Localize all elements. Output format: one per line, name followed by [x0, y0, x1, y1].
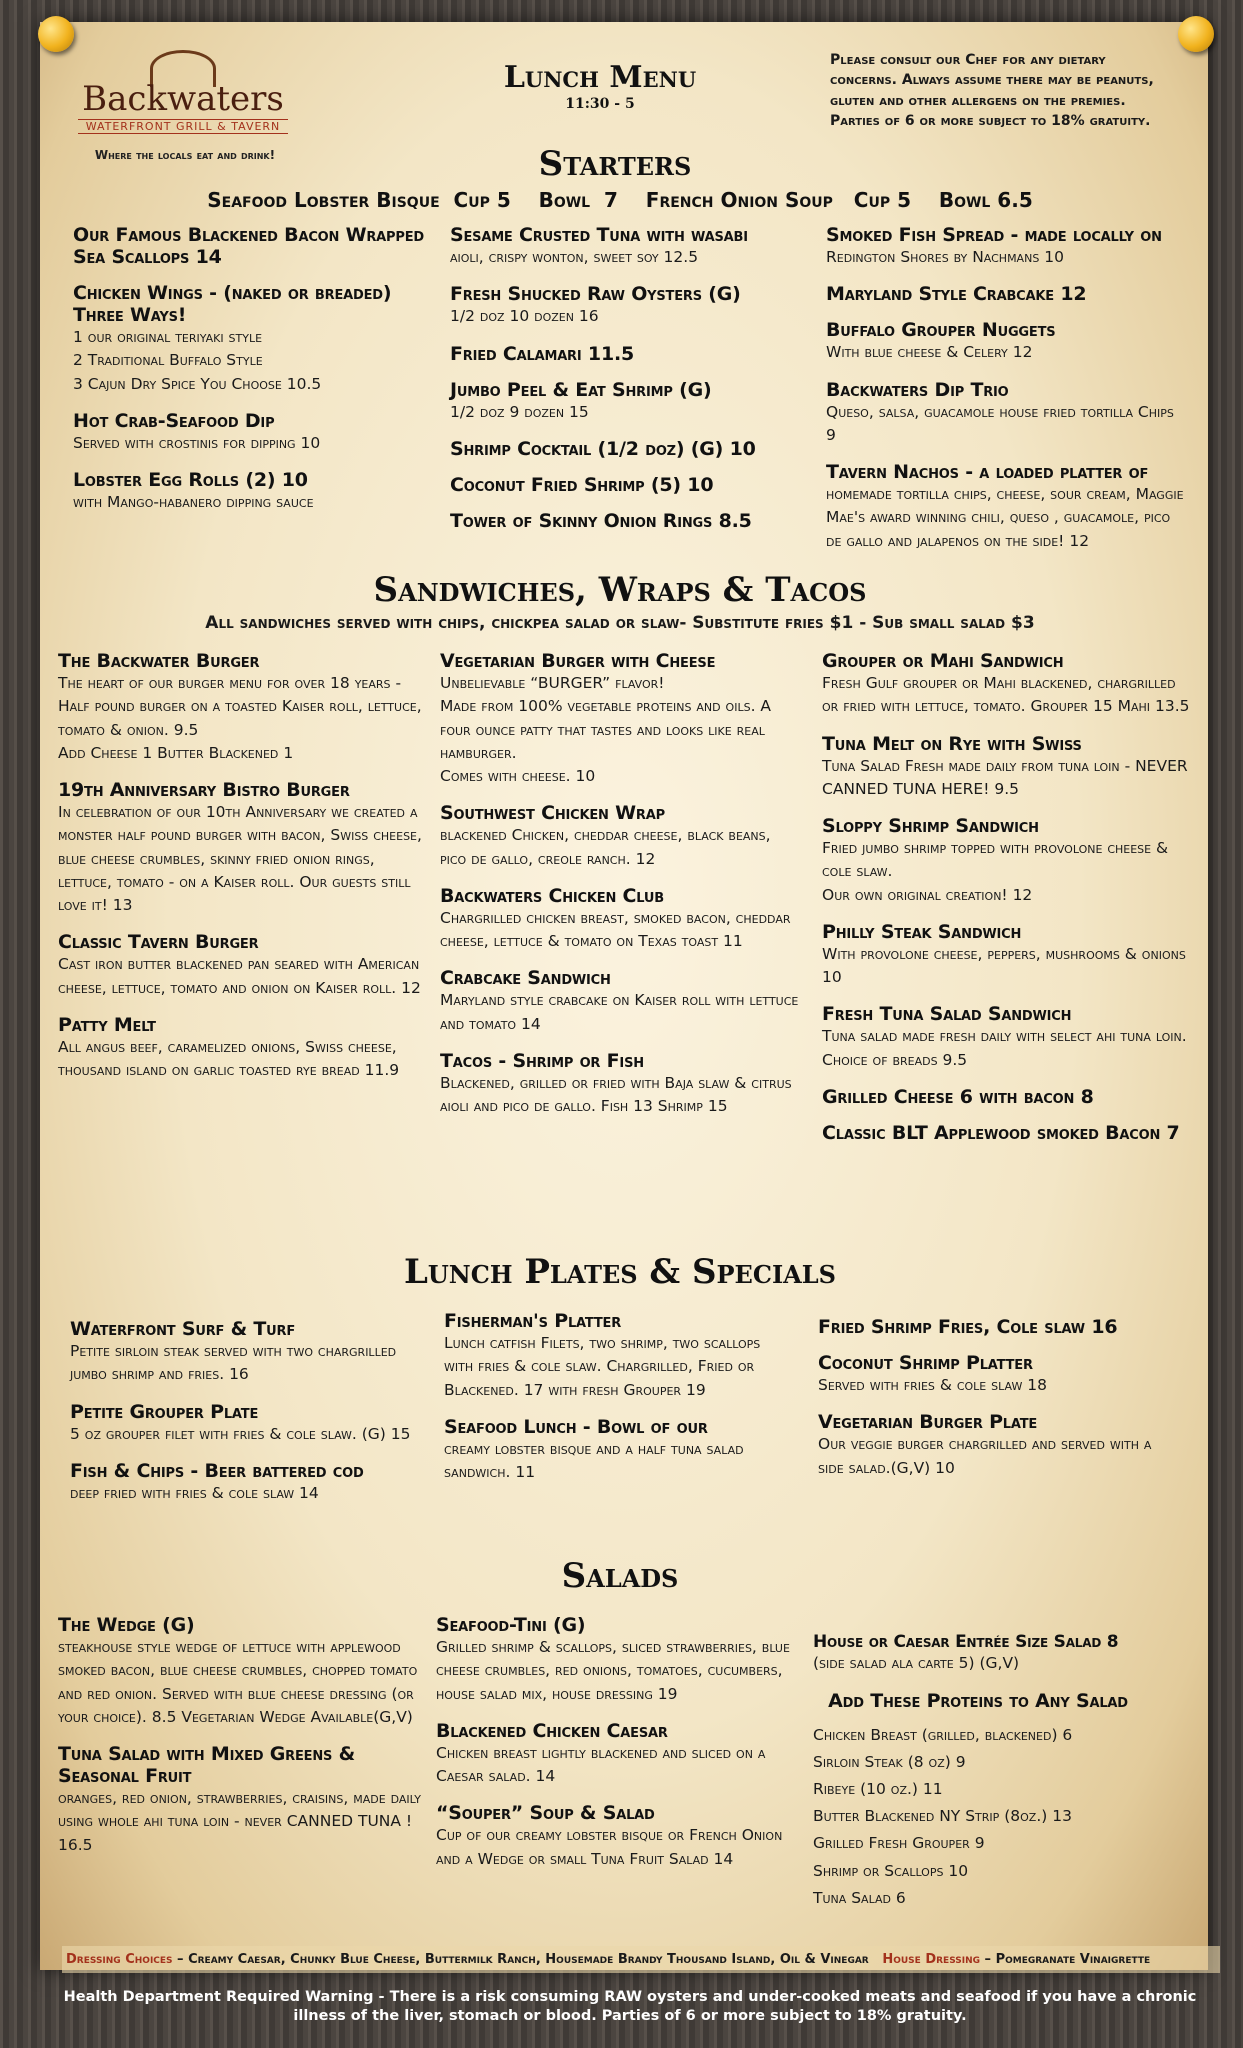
allergy-notice: Please consult our Chef for any dietary concerns. Always assume there may be peanuts, gluten and other allergens on the premies. Parties of 6 or more subject to 18% gratuity.: [830, 52, 1154, 129]
item-title: Patty Melt: [58, 1013, 156, 1036]
item-title: Philly Steak Sandwich: [822, 920, 1022, 943]
item-title: Fried Shrimp Fries, Cole slaw 16: [818, 1316, 1118, 1338]
health-warning: Health Department Required Warning - There is a risk consuming RAW oysters and under-cooked meats and seafood if you have a chronic illness of the liver, stomach or blood. Parties of 6 or more subject to 18% gratuity.: [63, 1989, 1197, 2024]
item-title: The Backwater Burger: [58, 650, 260, 672]
item-title: Backwaters Chicken Club: [440, 884, 664, 907]
item-title: Sloppy Shrimp Sandwich: [822, 815, 1039, 837]
item-title: Waterfront Surf & Turf: [70, 1318, 296, 1340]
item-description: Tuna salad made fresh daily with select ahi tuna loin. Choice of breads 9.5: [822, 1027, 1187, 1069]
menu-item: [73, 410, 433, 455]
menu-item: [58, 779, 428, 917]
protein-option: Ribeye (10 oz.) 11: [813, 1780, 943, 1799]
page-title: Lunch Menu: [503, 60, 697, 95]
item-title: Petite Grouper Plate: [70, 1400, 259, 1423]
item-title: Seafood-Tini (G): [436, 1614, 586, 1636]
plates-col-1: [70, 1318, 420, 1519]
protein-option: Butter Blackened NY Strip (8oz.) 13: [813, 1807, 1072, 1826]
item-description: with Mango-habanero dipping sauce: [73, 493, 314, 511]
item-title: Fried Calamari 11.5: [450, 342, 634, 365]
item-title: Lobster Egg Rolls (2) 10: [73, 469, 308, 491]
menu-item: [450, 283, 810, 328]
item-description: Chargrilled chicken breast, smoked bacon, cheddar cheese, lettuce & tomato on Texas toast 11: [440, 908, 791, 950]
item-title: Tacos - Shrimp or Fish: [440, 1049, 644, 1072]
item-description: Fried jumbo shrimp topped with provolone cheese & cole slaw. Our own original creation! 12: [822, 839, 1169, 904]
item-title: Tuna Salad with Mixed Greens & Seasonal Fruit: [58, 1743, 355, 1787]
menu-item: [58, 1614, 428, 1729]
logo-name: Backwaters: [82, 79, 284, 119]
menu-item: [813, 1632, 1183, 1675]
item-description: aioli, crispy wonton, sweet soy 12.5: [450, 248, 699, 266]
item-description: With blue cheese & Celery 12: [826, 343, 1033, 362]
proteins-list: [813, 1722, 1183, 1912]
menu-item: [450, 379, 810, 424]
starters-col-1: [73, 224, 433, 528]
item-description: creamy lobster bisque and a half tuna salad sandwich. 11: [444, 1439, 744, 1481]
item-title: Southwest Chicken Wrap: [440, 802, 665, 825]
item-description: Cup of our creamy lobster bisque or French Onion and a Wedge or small Tuna Fruit Salad 14: [436, 1826, 783, 1868]
item-description: Our veggie burger chargrilled and served with a side salad.(G,V) 10: [818, 1435, 1152, 1477]
item-description: Blackened, grilled or fried with Baja slaw & citrus aioli and pico de gallo. Fish 13 Shrimp 15: [440, 1073, 792, 1115]
logo: [78, 50, 288, 134]
protein-option: Tuna Salad 6: [813, 1888, 906, 1907]
item-title: Crabcake Sandwich: [440, 967, 611, 990]
item-title: Fresh Shucked Raw Oysters (G): [450, 283, 741, 306]
menu-item: [822, 650, 1192, 719]
item-title: Coconut Fried Shrimp (5) 10: [450, 473, 714, 496]
menu-item: [822, 815, 1192, 907]
menu-item: [450, 474, 810, 496]
menu-item: [818, 1352, 1178, 1397]
item-description: 5 oz grouper filet with fries & cole slaw. (G) 15: [70, 1424, 411, 1443]
item-title: Tavern Nachos - a loaded platter of: [826, 461, 1149, 483]
item-description: Lunch catfish Filets, two shrimp, two scallops with fries & cole slaw. Chargrilled, Fried or Blackened. 17 with fresh Grouper 19: [444, 1334, 761, 1399]
item-title: Backwaters Dip Trio: [826, 378, 1009, 401]
item-title: Maryland Style Crabcake 12: [826, 283, 1087, 306]
item-title: Jumbo Peel & Eat Shrimp (G): [450, 378, 712, 401]
item-description: With provolone cheese, peppers, mushrooms & onions 10: [822, 944, 1186, 986]
sandwiches-col-3: [822, 650, 1192, 1158]
menu-item: [436, 1614, 796, 1706]
menu-item: [73, 224, 433, 268]
menu-item: [450, 438, 810, 460]
salads-col-1: [58, 1614, 428, 1871]
menu-item: [440, 885, 800, 954]
menu-item: [58, 1014, 428, 1083]
menu-item: [58, 931, 428, 1000]
menu-item: [822, 1086, 1192, 1108]
item-description: Served with fries & cole slaw 18: [818, 1376, 1047, 1394]
item-title: Classic BLT Applewood smoked Bacon 7: [822, 1121, 1180, 1144]
item-description: 1/2 doz 9 dozen 15: [450, 402, 589, 421]
menu-item: [450, 343, 810, 365]
protein-option: Sirloin Steak (8 oz) 9: [813, 1753, 966, 1772]
salads-col-2: [436, 1614, 796, 1885]
menu-item: [826, 224, 1186, 269]
starters-col-3: [826, 224, 1186, 567]
menu-item: [440, 1050, 800, 1119]
starters-col-2: [450, 224, 810, 546]
item-title: The Wedge (G): [58, 1614, 195, 1636]
logo-subtitle: WATERFRONT GRILL & TAVERN: [78, 119, 288, 134]
item-description: The heart of our burger menu for over 18 years - Half pound burger on a toasted Kaiser roll, lettuce, tomato & onion. 9.5 Add Cheese 1 Butter Blackened 1: [58, 674, 422, 762]
menu-item: [73, 469, 433, 514]
menu-item: [450, 510, 810, 532]
menu-item: [440, 650, 800, 788]
item-title: Fresh Tuna Salad Sandwich: [822, 1003, 1072, 1026]
plates-col-2: [444, 1310, 784, 1498]
section-heading-sandwiches: Sandwiches, Wraps & Tacos: [373, 570, 867, 610]
item-title: Tower of Skinny Onion Rings 8.5: [450, 509, 752, 532]
tagline: Where the locals eat and drink!: [94, 148, 276, 162]
item-description: In celebration of our 10th Anniversary we created a monster half pound burger with bacon, Swiss cheese, blue cheese crumbles, skinny fried onion rings, lettuce, tomato - on a Kaiser roll. Our guests still love it! 13: [58, 803, 422, 914]
menu-item: [436, 1802, 796, 1871]
item-title: Grilled Cheese 6 with bacon 8: [822, 1085, 1094, 1108]
item-description: oranges, red onion, strawberries, craisins, made daily using whole ahi tuna loin - never CANNED TUNA ! 16.5: [58, 1789, 422, 1854]
soups-line: Seafood Lobster Bisque Cup 5 Bowl 7 French Onion Soup Cup 5 Bowl 6.5: [207, 188, 1033, 212]
menu-item: [818, 1316, 1178, 1338]
item-title: “Souper” Soup & Salad: [436, 1802, 655, 1825]
item-title: Tuna Melt on Rye with Swiss: [822, 732, 1082, 755]
item-description: All angus beef, caramelized onions, Swiss cheese, thousand island on garlic toasted rye bread 11.9: [58, 1037, 400, 1079]
menu-item: [444, 1310, 784, 1402]
protein-option: Chicken Breast (grilled, blackened) 6: [813, 1725, 1073, 1744]
hours: 11:30 - 5: [565, 96, 635, 112]
item-description: Chicken breast lightly blackened and sliced on a Caesar salad. 14: [436, 1743, 766, 1785]
pushpin-icon: [38, 16, 74, 52]
item-title: Vegetarian Burger Plate: [818, 1411, 1038, 1434]
item-description: Petite sirloin steak served with two chargrilled jumbo shrimp and fries. 16: [70, 1342, 397, 1384]
item-description: Fresh Gulf grouper or Mahi blackened, chargrilled or fried with lettuce, tomato. Grouper 15 Mahi 13.5: [822, 674, 1190, 716]
item-title: Grouper or Mahi Sandwich: [822, 650, 1064, 672]
section-heading-starters: Starters: [538, 144, 692, 184]
menu-item: [436, 1720, 796, 1789]
item-title: Blackened Chicken Caesar: [436, 1719, 668, 1742]
menu-item: [450, 224, 810, 269]
item-description: Queso, salsa, guacamole house fried tortilla Chips 9: [826, 402, 1174, 444]
dressing-choices: [62, 1946, 1220, 1973]
item-description: Unbelievable “BURGER” flavor! Made from 100% vegetable proteins and oils. A four ounce patty that tastes and looks like real hamburger. Comes with cheese. 10: [440, 674, 772, 785]
item-title: Fish & Chips - Beer battered cod: [70, 1459, 364, 1482]
sandwiches-col-1: [58, 650, 428, 1096]
item-title: House or Caesar Entrée Size Salad 8: [813, 1632, 1119, 1652]
house-dressing-text: – Pomegranate Vinaigrette: [980, 1952, 1151, 1967]
item-title: 19th Anniversary Bistro Burger: [58, 779, 350, 801]
menu-item: [440, 967, 800, 1036]
sandwiches-col-2: [440, 650, 800, 1132]
menu-item: [826, 283, 1186, 305]
item-title: Classic Tavern Burger: [58, 931, 259, 954]
item-description: Tuna Salad Fresh made daily from tuna loin - NEVER CANNED TUNA HERE! 9.5: [822, 756, 1188, 798]
menu-item: [822, 1003, 1192, 1072]
item-title: Smoked Fish Spread - made locally on: [826, 224, 1162, 246]
item-title: Sesame Crusted Tuna with wasabi: [450, 224, 748, 246]
menu-item: [826, 319, 1186, 364]
menu-item: [70, 1401, 420, 1446]
section-heading-salads: Salads: [561, 1556, 679, 1596]
plates-col-3: [818, 1316, 1178, 1494]
item-description: Served with crostinis for dipping 10: [73, 433, 321, 452]
item-description: deep fried with fries & cole slaw 14: [70, 1483, 319, 1502]
item-title: Chicken Wings - (naked or breaded) Three Ways!: [73, 282, 392, 326]
house-dressing-label: House Dressing: [882, 1952, 981, 1967]
menu-item: [73, 282, 433, 396]
proteins-heading: Add These Proteins to Any Salad: [828, 1690, 1128, 1713]
menu-item: [822, 1122, 1192, 1144]
item-title: Vegetarian Burger with Cheese: [440, 650, 716, 672]
salads-col-3: [813, 1632, 1183, 1912]
dressing-label: Dressing Choices: [66, 1952, 173, 1967]
menu-item: [822, 733, 1192, 802]
dressing-list: – Creamy Caesar, Chunky Blue Cheese, Buttermilk Ranch, Housemade Brandy Thousand Island, Oil & Vinegar: [172, 1952, 869, 1967]
item-description: Grilled shrimp & scallops, sliced strawberries, blue cheese crumbles, red onions, tomatoes, cucumbers, house salad mix, house dressing 19: [436, 1638, 790, 1703]
item-title: Shrimp Cocktail (1/2 doz) (G) 10: [450, 437, 756, 460]
item-title: Our Famous Blackened Bacon Wrapped Sea Scallops 14: [73, 224, 424, 268]
protein-option: Shrimp or Scallops 10: [813, 1861, 969, 1880]
menu-item: [818, 1411, 1178, 1480]
item-description: 1/2 doz 10 dozen 16: [450, 307, 599, 326]
item-description: Maryland style crabcake on Kaiser roll with lettuce and tomato 14: [440, 991, 799, 1033]
menu-item: [70, 1318, 420, 1387]
item-description: homemade tortilla chips, cheese, sour cream, Maggie Mae's award winning chili, queso , guacamole, pico de gallo and jalapenos on the side! 12: [826, 485, 1184, 550]
menu-item: [70, 1460, 420, 1505]
menu-item: [822, 921, 1192, 990]
item-description: Redington Shores by Nachmans 10: [826, 248, 1064, 266]
menu-item: [826, 461, 1186, 553]
item-description: steakhouse style wedge of lettuce with applewood smoked bacon, blue cheese crumbles, chopped tomato and red onion. Served with blue cheese dressing (or your choice). 8.5 Vegetarian Wedge Available(G,V): [58, 1638, 418, 1726]
item-title: Seafood Lunch - Bowl of our: [444, 1415, 708, 1438]
item-title: Buffalo Grouper Nuggets: [826, 319, 1056, 342]
sandwiches-subtitle: All sandwiches served with chips, chickpea salad or slaw- Substitute fries $1 - Sub small salad $3: [205, 613, 1035, 633]
menu-item: [440, 802, 800, 871]
menu-item: [444, 1416, 784, 1485]
pushpin-icon: [1178, 16, 1214, 52]
protein-option: Grilled Fresh Grouper 9: [813, 1834, 985, 1853]
item-title: Hot Crab-Seafood Dip: [73, 409, 275, 432]
item-description: Cast iron butter blackened pan seared with American cheese, lettuce, tomato and onion on Kaiser roll. 12: [58, 955, 421, 997]
item-description: 1 our original teriyaki style 2 Traditional Buffalo Style 3 Cajun Dry Spice You Choose 10.5: [73, 328, 322, 393]
item-title: Coconut Shrimp Platter: [818, 1352, 1033, 1374]
item-title: Fisherman's Platter: [444, 1310, 622, 1332]
item-description: (side salad ala carte 5) (G,V): [813, 1654, 1020, 1672]
item-description: blackened Chicken, cheddar cheese, black beans, pico de gallo, creole ranch. 12: [440, 826, 771, 868]
section-heading-plates: Lunch Plates & Specials: [403, 1252, 837, 1292]
menu-item: [58, 650, 428, 765]
menu-item: [826, 379, 1186, 448]
menu-item: [58, 1743, 428, 1857]
